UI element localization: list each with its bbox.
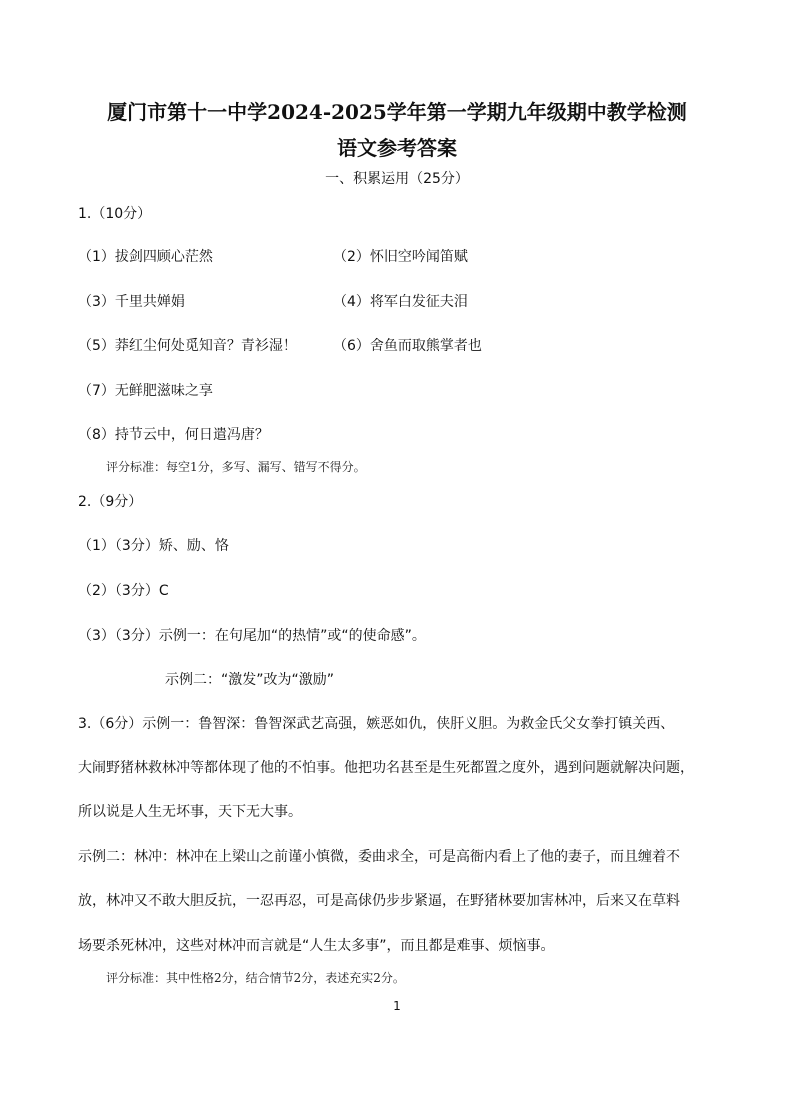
section-heading: 一、积累运用（25分） [325, 171, 469, 187]
answer-1-3: （3）千里共婵娟 [78, 294, 185, 310]
page-title: 厦门市第十一中学2024-2025学年第一学期九年级期中教学检测 [107, 100, 687, 124]
answer-2-2: （2）（3分）C [78, 583, 169, 599]
answer-3-line-2: 大闹野猪林救林冲等都体现了他的不怕事。他把功名甚至是生死都置之度外，遇到问题就解决问题， [78, 760, 694, 776]
answer-3-line-4: 示例二：林冲：林冲在上梁山之前谨小慎微，委曲求全，可是高衙内看上了他的妻子，而且缠着不 [78, 849, 680, 865]
answer-1-8: （8）持节云中，何日遣冯唐？ [78, 427, 269, 443]
answer-2-1: （1）（3分）矫、励、恪 [78, 538, 229, 554]
answer-1-5: （5）莽红尘何处觅知音？青衫湿！ [78, 338, 297, 354]
scoring-note-3: 评分标准：其中性格2分，结合情节2分，表述充实2分。 [106, 971, 405, 985]
answer-1-6: （6）舍鱼而取熊掌者也 [333, 338, 482, 354]
answer-1-1: （1）拔剑四顾心茫然 [78, 249, 213, 265]
scoring-note-1: 评分标准：每空1分，多写、漏写、错写不得分。 [106, 460, 366, 474]
answer-2-3-example-2: 示例二：“激发”改为“激励” [165, 672, 335, 688]
answer-3-line-3: 所以说是人生无坏事，天下无大事。 [78, 804, 302, 820]
question-1-head: 1.（10分） [78, 206, 152, 222]
answer-3-line-5: 放，林冲又不敢大胆反抗，一忍再忍，可是高俅仍步步紧逼，在野猪林要加害林冲，后来又在草料 [78, 893, 680, 909]
answer-3-line-6: 场要杀死林冲，这些对林冲而言就是“人生太多事”，而且都是难事、烦恼事。 [78, 938, 555, 954]
page-subtitle: 语文参考答案 [337, 136, 457, 160]
answer-1-4: （4）将军白发征夫泪 [333, 294, 468, 310]
answer-1-2: （2）怀旧空吟闻笛赋 [333, 249, 468, 265]
question-2-head: 2.（9分） [78, 494, 143, 510]
answer-2-3: （3）（3分）示例一：在句尾加“的热情”或“的使命感”。 [78, 628, 426, 644]
answer-3-line-1: 3.（6分）示例一：鲁智深：鲁智深武艺高强，嫉恶如仇，侠肝义胆。为救金氏父女拳打镇关西、 [78, 716, 675, 732]
page-number: 1 [393, 999, 401, 1013]
answer-1-7: （7）无鲜肥滋味之享 [78, 383, 213, 399]
